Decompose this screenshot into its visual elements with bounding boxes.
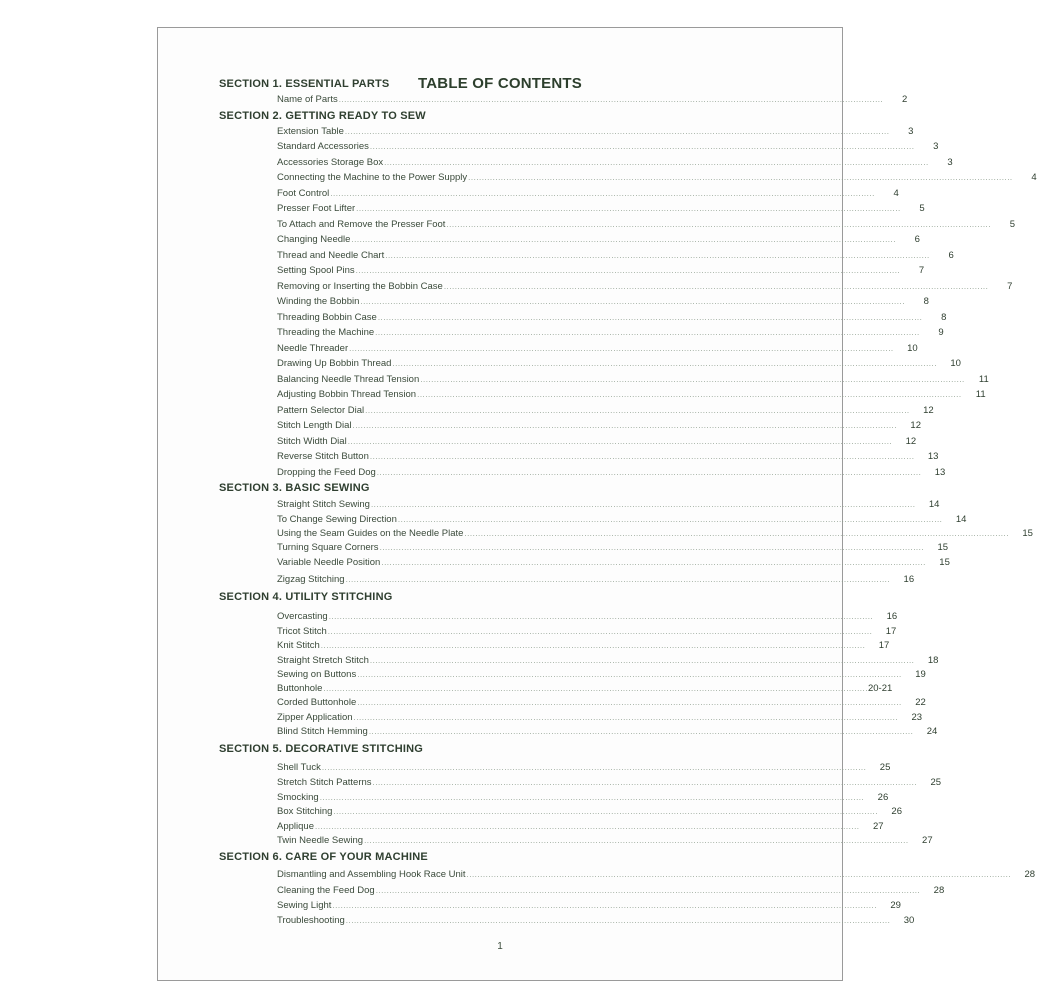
toc-entry-label: Buttonhole: [277, 683, 323, 694]
toc-entry[interactable]: [277, 327, 944, 339]
toc-entry-label: Threading Bobbin Case: [277, 312, 377, 323]
toc-entry[interactable]: [277, 281, 1013, 293]
dot-leader: ........................................................................................................................................................................................................: [323, 684, 868, 693]
dot-leader: ........................................................................................................................................................................................................: [379, 543, 925, 552]
toc-entry-label: Drawing Up Bobbin Thread: [277, 358, 392, 369]
dot-leader: ........................................................................................................................................................................................................: [357, 698, 902, 707]
toc-entry-label: Pattern Selector Dial: [277, 405, 365, 416]
toc-entry-page: 16: [903, 574, 915, 585]
dot-leader: ........................................................................................................................................................................................................: [321, 763, 867, 772]
toc-entry-label: Turning Square Corners: [277, 542, 379, 553]
dot-leader: ........................................................................................................................................................................................................: [344, 127, 890, 136]
toc-entry-label: Blind Stitch Hemming: [277, 726, 368, 737]
toc-entry-label: Extension Table: [277, 126, 344, 137]
toc-entry[interactable]: [277, 683, 893, 695]
toc-entry-page: 13: [934, 467, 946, 478]
section-heading: SECTION 1. ESSENTIAL PARTS: [219, 78, 390, 90]
toc-entry-label: Winding the Bobbin: [277, 296, 360, 307]
toc-entry[interactable]: [277, 900, 901, 912]
dot-leader: ........................................................................................................................................................................................................: [365, 406, 910, 415]
toc-entry[interactable]: [277, 203, 925, 215]
dot-leader: ........................................................................................................................................................................................................: [368, 727, 914, 736]
toc-entry-page: 6: [914, 234, 920, 245]
toc-entry-page: 15: [939, 557, 950, 568]
toc-entry-label: Zigzag Stitching: [277, 574, 345, 585]
dot-leader: ........................................................................................................................................................................................................: [327, 627, 873, 636]
toc-entry[interactable]: [277, 420, 921, 432]
toc-entry-label: Tricot Stitch: [277, 626, 327, 637]
dot-leader: ........................................................................................................................................................................................................: [468, 173, 1013, 182]
toc-entry-page: 11: [978, 374, 989, 385]
toc-entry[interactable]: [277, 611, 898, 623]
dot-leader: ........................................................................................................................................................................................................: [357, 670, 902, 679]
toc-entry-page: 30: [903, 915, 915, 926]
toc-entry-label: Foot Control: [277, 188, 330, 199]
toc-entry-page: 5: [1009, 219, 1015, 230]
toc-entry-label: Presser Foot Lifter: [277, 203, 356, 214]
toc-entry[interactable]: [277, 219, 1015, 231]
toc-entry-page: 8: [941, 312, 947, 323]
toc-entry[interactable]: [277, 574, 915, 586]
toc-entry[interactable]: [277, 542, 949, 554]
toc-entry[interactable]: [277, 141, 939, 153]
toc-entry-label: Shell Tuck: [277, 762, 321, 773]
toc-entry[interactable]: [277, 528, 1033, 540]
toc-entry[interactable]: [277, 312, 947, 324]
dot-leader: ........................................................................................................................................................................................................: [375, 328, 920, 337]
toc-entry[interactable]: [277, 374, 989, 386]
dot-leader: ........................................................................................................................................................................................................: [369, 452, 915, 461]
toc-entry[interactable]: [277, 451, 939, 463]
toc-entry-label: Dropping the Feed Dog: [277, 467, 376, 478]
dot-leader: ........................................................................................................................................................................................................: [360, 297, 905, 306]
toc-entry[interactable]: [277, 835, 933, 847]
toc-entry[interactable]: [277, 557, 950, 569]
toc-entry[interactable]: [277, 915, 915, 927]
toc-entry-label: Adjusting Bobbin Thread Tension: [277, 389, 417, 400]
dot-leader: ........................................................................................................................................................................................................: [351, 235, 896, 244]
toc-entry-page: 12: [905, 436, 917, 447]
toc-entry-page: 27: [922, 835, 933, 846]
toc-entry-page: 29: [890, 900, 901, 911]
dot-leader: ........................................................................................................................................................................................................: [328, 612, 874, 621]
toc-entry-page: 23: [911, 712, 923, 723]
toc-entry[interactable]: [277, 188, 899, 200]
toc-entry-page: 15: [937, 542, 949, 553]
toc-entry-page: 17: [885, 626, 897, 637]
dot-leader: ........................................................................................................................................................................................................: [446, 220, 991, 229]
toc-entry[interactable]: [277, 467, 946, 479]
dot-leader: ........................................................................................................................................................................................................: [397, 515, 943, 524]
toc-entry-label: Twin Needle Sewing: [277, 835, 364, 846]
toc-entry-page: 7: [1007, 281, 1013, 292]
toc-entry-page: 15: [1022, 528, 1033, 539]
toc-entry-label: Reverse Stitch Button: [277, 451, 369, 462]
toc-entry-page: 14: [955, 514, 967, 525]
toc-entry-label: To Change Sewing Direction: [277, 514, 397, 525]
toc-entry-page: 25: [879, 762, 891, 773]
toc-entry-label: Threading the Machine: [277, 327, 375, 338]
dot-leader: ........................................................................................................................................................................................................: [349, 344, 894, 353]
dot-leader: ........................................................................................................................................................................................................: [364, 836, 909, 845]
dot-leader: ........................................................................................................................................................................................................: [356, 204, 901, 213]
toc-entry-label: Overcasting: [277, 611, 328, 622]
dot-leader: ........................................................................................................................................................................................................: [443, 282, 989, 291]
dot-leader: ........................................................................................................................................................................................................: [330, 189, 875, 198]
toc-entry-page: 4: [893, 188, 899, 199]
toc-entry-page: 26: [891, 806, 902, 817]
toc-entry-page: 12: [923, 405, 934, 416]
toc-entry[interactable]: [277, 436, 917, 448]
toc-entry-page: 10: [950, 358, 961, 369]
dot-leader: ........................................................................................................................................................................................................: [345, 916, 891, 925]
dot-leader: ........................................................................................................................................................................................................: [320, 641, 866, 650]
toc-entry[interactable]: [277, 806, 902, 818]
toc-entry-label: Name of Parts: [277, 94, 338, 105]
toc-entry-page: 11: [975, 389, 986, 400]
toc-entry-page: 26: [877, 792, 889, 803]
dot-leader: ........................................................................................................................................................................................................: [376, 468, 922, 477]
dot-leader: ........................................................................................................................................................................................................: [370, 500, 916, 509]
toc-entry-label: Sewing Light: [277, 900, 332, 911]
toc-entry-page: 17: [878, 640, 890, 651]
toc-entry-page: 20-21: [867, 683, 893, 694]
toc-entry-page: 25: [930, 777, 942, 788]
dot-leader: ........................................................................................................................................................................................................: [377, 313, 923, 322]
toc-entry[interactable]: [277, 126, 914, 138]
toc-entry[interactable]: [277, 172, 1037, 184]
toc-entry-page: 3: [947, 157, 953, 168]
toc-entry-page: 3: [908, 126, 914, 137]
toc-entry[interactable]: [277, 265, 925, 277]
toc-entry-page: 24: [926, 726, 938, 737]
toc-entry-label: Knit Stitch: [277, 640, 320, 651]
toc-entry[interactable]: [277, 869, 1036, 881]
page-number: 1: [497, 941, 503, 952]
toc-entry[interactable]: [277, 358, 961, 370]
dot-leader: ........................................................................................................................................................................................................: [369, 656, 915, 665]
toc-entry-label: Removing or Inserting the Bobbin Case: [277, 281, 443, 292]
toc-entry-page: 8: [923, 296, 929, 307]
toc-entry-page: 27: [872, 821, 884, 832]
dot-leader: ........................................................................................................................................................................................................: [375, 886, 921, 895]
toc-entry[interactable]: [277, 762, 891, 774]
toc-entry-page: 10: [907, 343, 918, 354]
toc-entry[interactable]: [277, 821, 884, 833]
toc-entry-label: Straight Stretch Stitch: [277, 655, 369, 666]
toc-entry-page: 2: [901, 94, 908, 105]
toc-entry-page: 18: [927, 655, 939, 666]
dot-leader: ........................................................................................................................................................................................................: [466, 870, 1012, 879]
dot-leader: ........................................................................................................................................................................................................: [319, 793, 865, 802]
toc-entry[interactable]: [277, 626, 897, 638]
toc-entry-page: 14: [928, 499, 940, 510]
toc-entry-label: To Attach and Remove the Presser Foot: [277, 219, 446, 230]
toc-entry[interactable]: [277, 777, 942, 789]
dot-leader: ........................................................................................................................................................................................................: [417, 390, 962, 399]
toc-entry-label: Connecting the Machine to the Power Supply: [277, 172, 468, 183]
dot-leader: ........................................................................................................................................................................................................: [384, 158, 929, 167]
toc-entry-label: Straight Stitch Sewing: [277, 499, 370, 510]
toc-entry-label: Applique: [277, 821, 314, 832]
toc-entry-page: 12: [910, 420, 921, 431]
toc-entry-page: 7: [918, 265, 925, 276]
toc-entry-label: Zipper Application: [277, 712, 353, 723]
toc-entry-page: 9: [938, 327, 944, 338]
dot-leader: ........................................................................................................................................................................................................: [352, 421, 897, 430]
toc-entry-label: Thread and Needle Chart: [277, 250, 385, 261]
toc-entry[interactable]: [277, 669, 926, 681]
dot-leader: ........................................................................................................................................................................................................: [464, 529, 1009, 538]
section-heading: SECTION 5. DECORATIVE STITCHING: [219, 743, 424, 755]
document-page: [157, 27, 1037, 981]
toc-entry[interactable]: [277, 234, 920, 246]
toc-entry-label: Stretch Stitch Patterns: [277, 777, 372, 788]
toc-entry[interactable]: [277, 157, 953, 169]
section-heading: SECTION 6. CARE OF YOUR MACHINE: [219, 851, 428, 863]
table-of-contents: [158, 28, 1037, 980]
toc-entry-label: Stitch Width Dial: [277, 436, 347, 447]
dot-leader: ........................................................................................................................................................................................................: [381, 558, 926, 567]
toc-entry[interactable]: [277, 343, 918, 355]
toc-entry-page: 4: [1031, 172, 1037, 183]
dot-leader: ........................................................................................................................................................................................................: [338, 95, 884, 104]
dot-leader: ........................................................................................................................................................................................................: [372, 778, 918, 787]
toc-entry[interactable]: [277, 697, 926, 709]
toc-entry-label: Troubleshooting: [277, 915, 345, 926]
dot-leader: ........................................................................................................................................................................................................: [353, 713, 899, 722]
section-heading: SECTION 3. BASIC SEWING: [219, 482, 370, 494]
toc-entry-page: 3: [933, 141, 939, 152]
toc-entry-label: Accessories Storage Box: [277, 157, 384, 168]
toc-entry-page: 6: [948, 250, 954, 261]
toc-entry-page: 5: [919, 203, 925, 214]
toc-entry[interactable]: [277, 655, 939, 667]
toc-entry-label: Cleaning the Feed Dog: [277, 885, 375, 896]
toc-entry-label: Needle Threader: [277, 343, 349, 354]
toc-entry[interactable]: [277, 514, 967, 526]
toc-entry-label: Balancing Needle Thread Tension: [277, 374, 420, 385]
dot-leader: ........................................................................................................................................................................................................: [420, 375, 965, 384]
toc-entry-label: Setting Spool Pins: [277, 265, 355, 276]
dot-leader: ........................................................................................................................................................................................................: [392, 359, 937, 368]
toc-entry-label: Stitch Length Dial: [277, 420, 352, 431]
dot-leader: ........................................................................................................................................................................................................: [347, 437, 893, 446]
toc-entry[interactable]: [277, 389, 986, 401]
toc-entry[interactable]: [277, 296, 929, 308]
dot-leader: ........................................................................................................................................................................................................: [332, 901, 877, 910]
toc-entry[interactable]: [277, 792, 889, 804]
toc-entry[interactable]: [277, 499, 940, 511]
toc-entry-label: Changing Needle: [277, 234, 351, 245]
toc-entry-page: 13: [927, 451, 939, 462]
toc-entry[interactable]: [277, 885, 945, 897]
dot-leader: ........................................................................................................................................................................................................: [369, 142, 915, 151]
toc-entry[interactable]: [277, 712, 923, 724]
dot-leader: ........................................................................................................................................................................................................: [314, 822, 860, 831]
dot-leader: ........................................................................................................................................................................................................: [385, 251, 930, 260]
toc-entry-label: Variable Needle Position: [277, 557, 381, 568]
toc-entry-label: Using the Seam Guides on the Needle Plate: [277, 528, 464, 539]
toc-entry[interactable]: [277, 640, 890, 652]
toc-entry[interactable]: [277, 94, 908, 106]
toc-entry-label: Standard Accessories: [277, 141, 369, 152]
toc-entry-page: 28: [933, 885, 945, 896]
toc-entry-label: Dismantling and Assembling Hook Race Unit: [277, 869, 466, 880]
toc-entry[interactable]: [277, 250, 954, 262]
section-heading: SECTION 2. GETTING READY TO SEW: [219, 110, 426, 122]
toc-entry-page: 19: [915, 669, 926, 680]
toc-entry-label: Smocking: [277, 792, 319, 803]
dot-leader: ........................................................................................................................................................................................................: [333, 807, 878, 816]
toc-entry-label: Box Stitching: [277, 806, 333, 817]
dot-leader: ........................................................................................................................................................................................................: [355, 266, 901, 275]
section-heading: SECTION 4. UTILITY STITCHING: [219, 591, 393, 603]
toc-entry-page: 28: [1024, 869, 1036, 880]
toc-entry[interactable]: [277, 405, 934, 417]
dot-leader: ........................................................................................................................................................................................................: [345, 575, 891, 584]
page-title: TABLE OF CONTENTS: [418, 75, 582, 92]
toc-entry-page: 16: [886, 611, 898, 622]
toc-entry-label: Sewing on Buttons: [277, 669, 357, 680]
toc-entry[interactable]: [277, 726, 938, 738]
toc-entry-page: 22: [915, 697, 926, 708]
toc-entry-label: Corded Buttonhole: [277, 697, 357, 708]
